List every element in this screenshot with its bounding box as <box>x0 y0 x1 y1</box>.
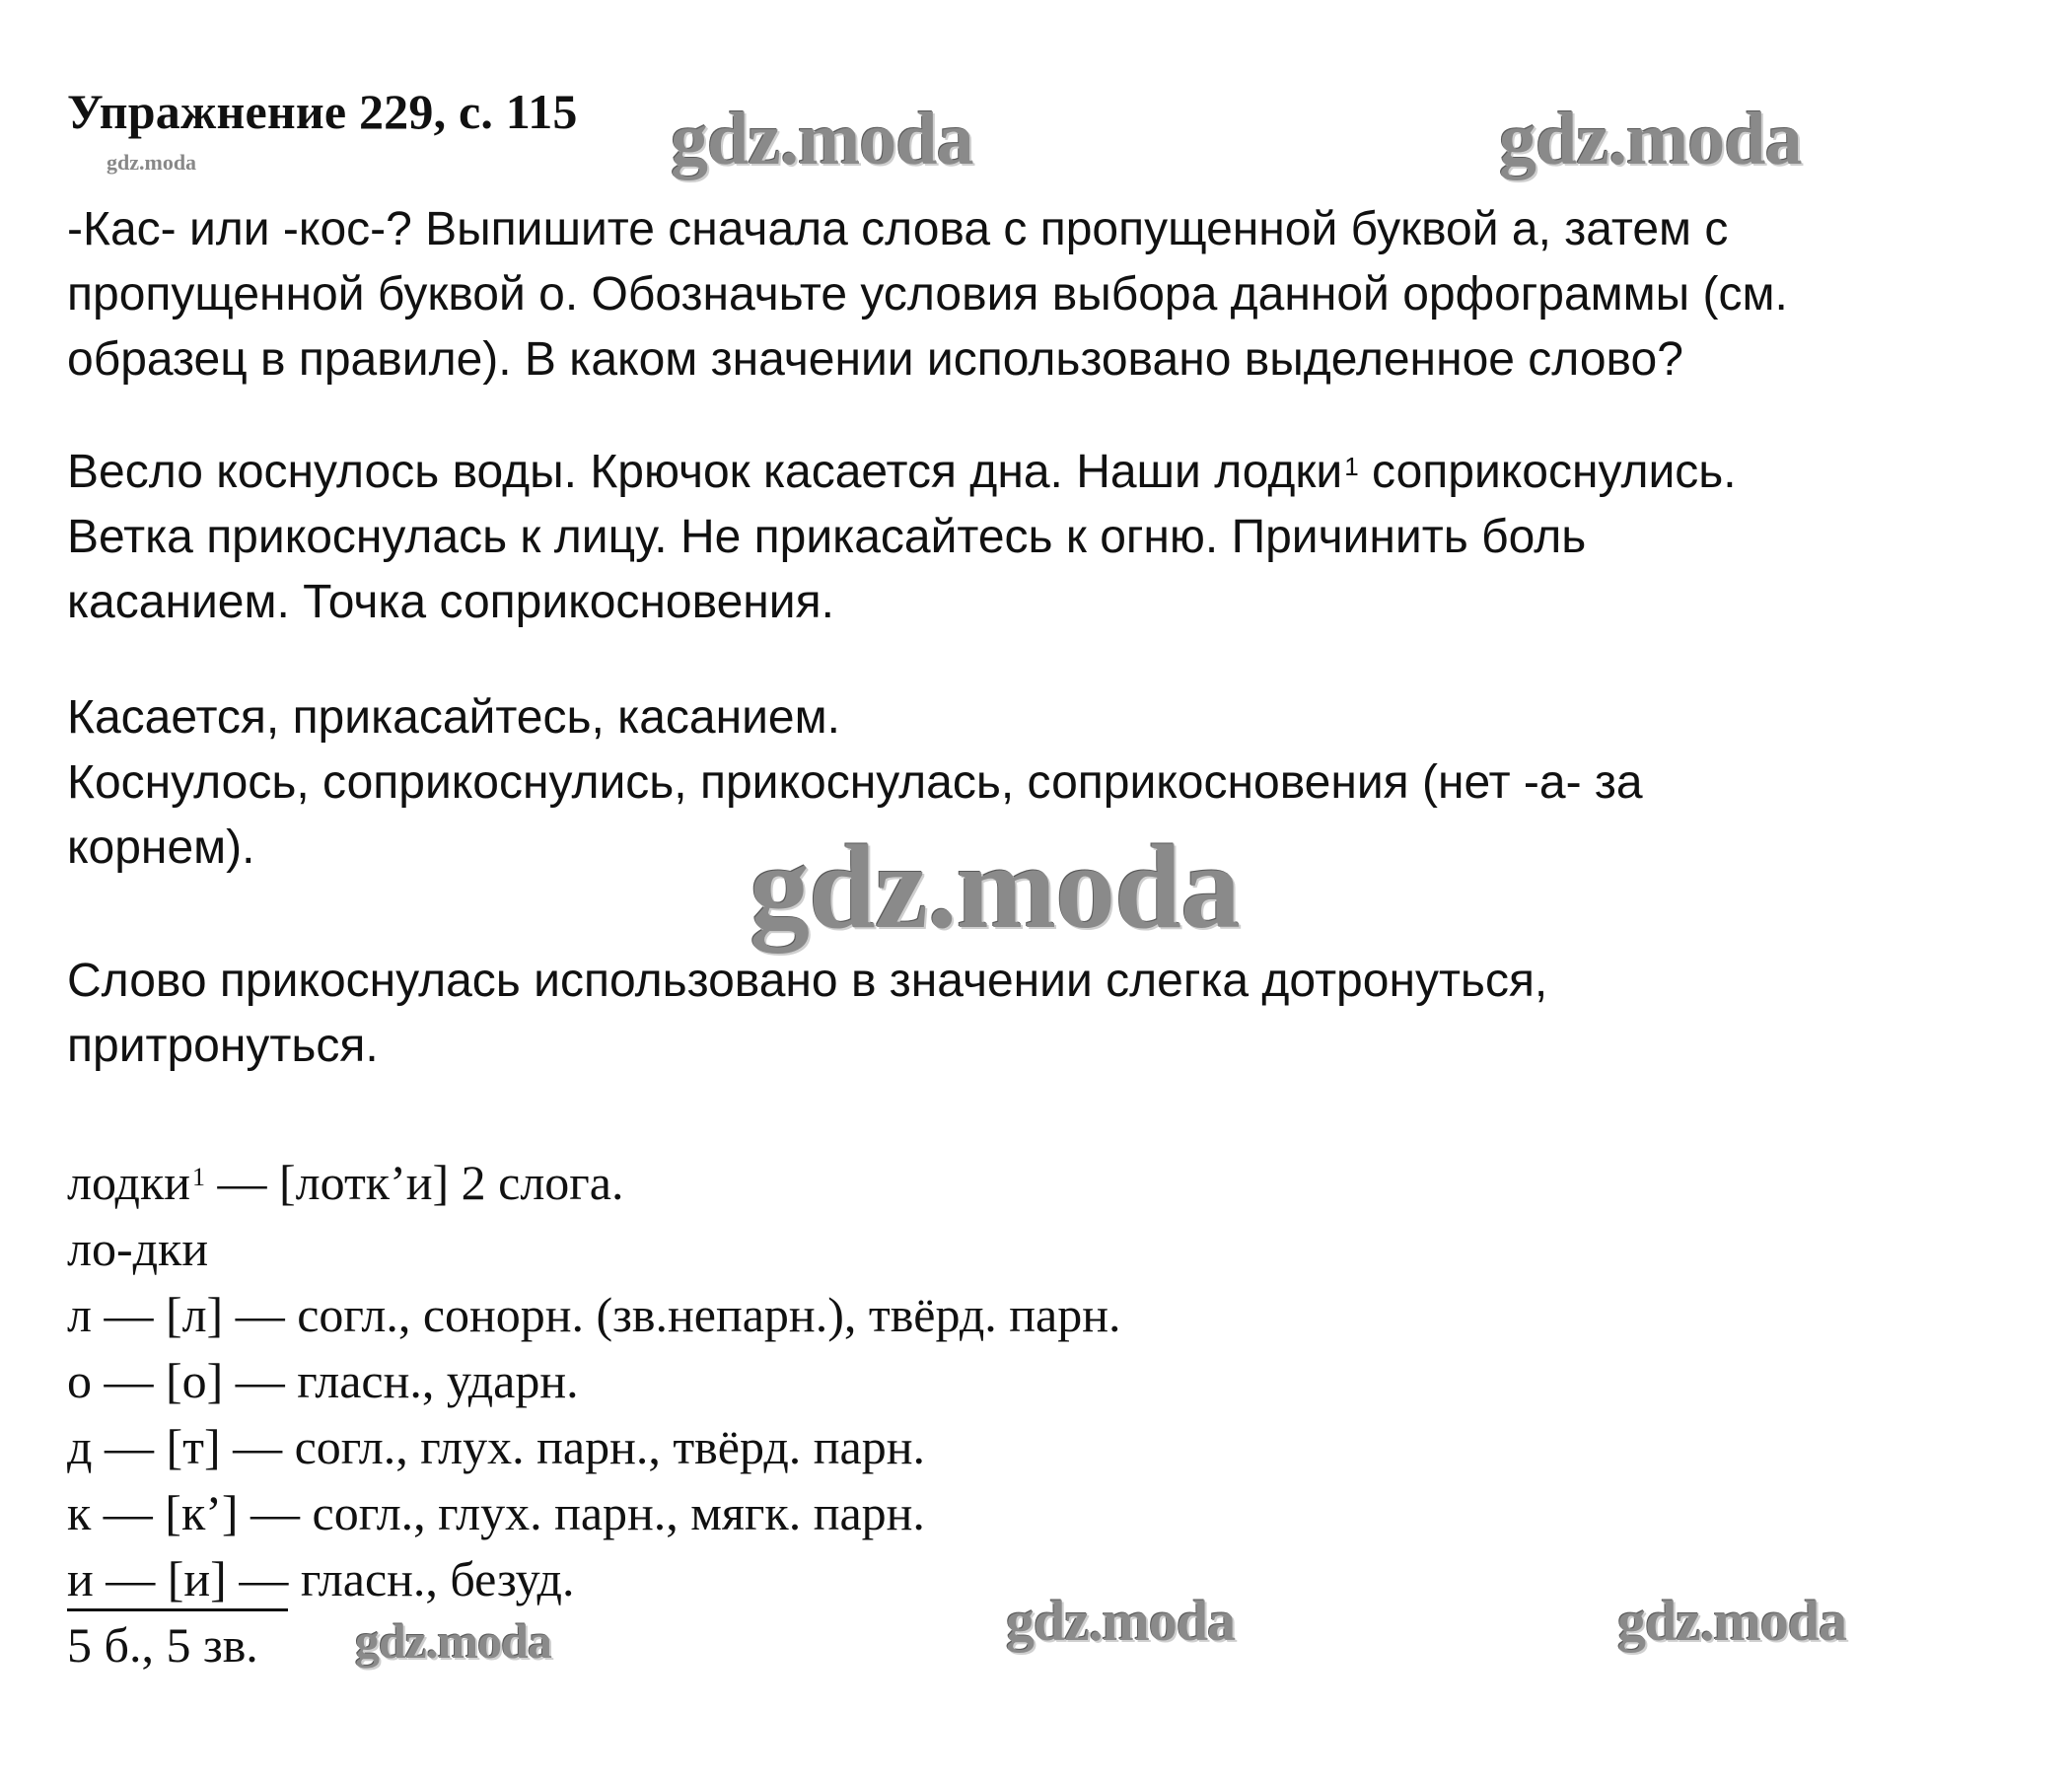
footnote-mark: 1 <box>192 1163 205 1191</box>
watermark-bottom-center: gdz.moda <box>1006 1589 1236 1653</box>
footnote-mark: 1 <box>1344 452 1359 481</box>
watermark-center: gdz.moda <box>750 820 1240 954</box>
phonetic-analysis <box>67 1150 1120 1678</box>
phonetic-row: л — [л] — согл., сонорн. (зв.непарн.), твёрд. парн. <box>67 1287 1121 1342</box>
watermark-bottom-right: gdz.moda <box>1617 1589 1847 1653</box>
phonetic-header: лодки$^1$ — [лотк’и] 2 слога. <box>67 1155 624 1210</box>
watermark-bottom-left: gdz.moda <box>355 1613 551 1669</box>
watermark-top-left: gdz.moda <box>671 98 973 180</box>
exercise-line-2: Ветка прикоснулась к лицу. Не прикасайтесь к огню. Причинить боль <box>67 511 1587 563</box>
exercise-line-1: Весло коснулось воды. Крючок касается дна. Наши лодки$^1$ соприкоснулись. <box>67 446 1737 498</box>
task-line: образец в правиле). В каком значении использовано выделенное слово? <box>67 333 1683 386</box>
phonetic-row-last: и — [и] — гласн., безуд. <box>67 1546 1120 1612</box>
answer-text <box>67 685 1643 881</box>
meaning-text <box>67 949 1547 1079</box>
phonetic-summary: 5 б., 5 зв. <box>67 1617 258 1673</box>
exercise-text <box>67 440 1737 635</box>
watermark-top-right: gdz.moda <box>1499 98 1802 180</box>
exercise-title: Упражнение 229, с. 115 <box>67 84 578 139</box>
exercise-line-3: касанием. Точка соприкосновения. <box>67 576 834 628</box>
small-watermark: gdz.moda <box>107 150 197 175</box>
task-line: -Кас- или -кос-? Выпишите сначала слова с пропущенной буквой а, затем с <box>67 203 1729 255</box>
meaning-line-1: Слово прикоснулась использовано в значении слегка дотронуться, <box>67 955 1548 1007</box>
syllables: ло-дки <box>67 1221 209 1276</box>
phonetic-row: д — [т] — согл., глух. парн., твёрд. парн. <box>67 1419 925 1474</box>
answer-line-3: корнем). <box>67 821 255 874</box>
task-text <box>67 197 1788 392</box>
task-line: пропущенной буквой о. Обозначьте условия выбора данной орфограммы (см. <box>67 268 1788 321</box>
answer-line-1: Касается, прикасайтесь, касанием. <box>67 691 840 744</box>
phonetic-row: к — [к’] — согл., глух. парн., мягк. парн. <box>67 1485 925 1540</box>
meaning-line-2: притронуться. <box>67 1020 379 1072</box>
answer-line-2: Коснулось, соприкоснулись, прикоснулась, соприкосновения (нет -а- за <box>67 756 1643 809</box>
phonetic-row: о — [о] — гласн., ударн. <box>67 1353 579 1408</box>
